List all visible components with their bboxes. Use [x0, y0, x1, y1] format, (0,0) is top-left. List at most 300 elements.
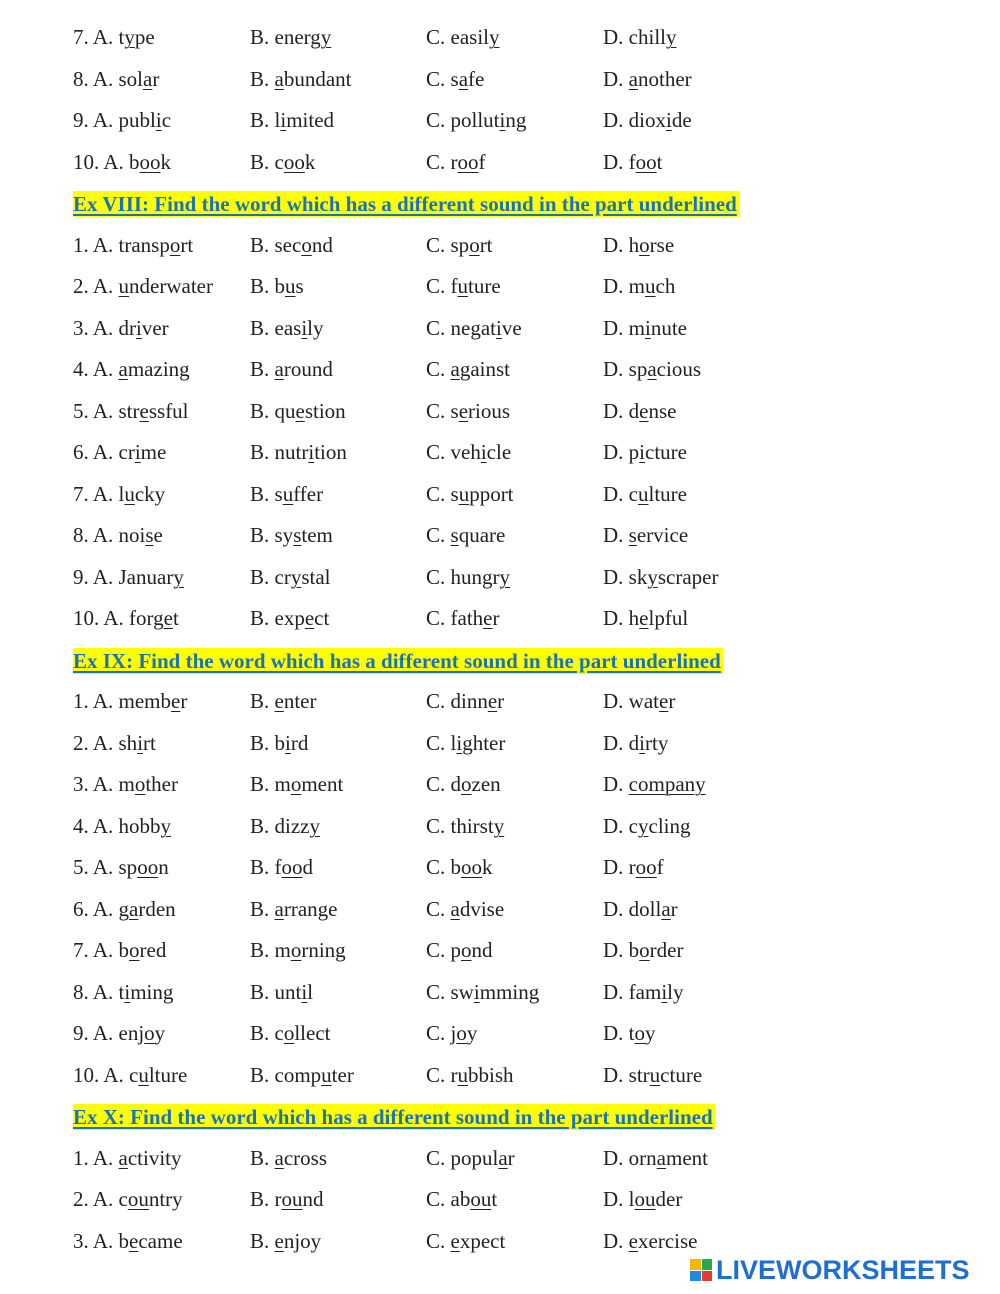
option-text: C. fath — [426, 606, 484, 630]
answer-option-c[interactable] — [426, 1138, 515, 1179]
option-text: 8. A. noi — [73, 523, 146, 547]
answer-option-a[interactable] — [73, 723, 156, 764]
option-text: B. m — [250, 772, 291, 796]
option-text: B. sy — [250, 523, 294, 547]
answer-option-a[interactable] — [73, 889, 176, 930]
option-text: rden — [138, 896, 176, 921]
answer-option-b[interactable] — [250, 681, 317, 722]
underlined-part: o — [283, 1021, 295, 1045]
option-text: mazing — [127, 357, 190, 381]
answer-option-d[interactable] — [603, 1221, 697, 1262]
answer-option-c[interactable] — [426, 1013, 477, 1054]
answer-option-d[interactable] — [603, 806, 691, 847]
underlined-part: y — [124, 25, 135, 49]
option-text: xpect — [459, 1228, 506, 1253]
answer-option-a[interactable] — [73, 1179, 183, 1220]
answer-option-d[interactable] — [603, 142, 663, 183]
underlined-part: o — [639, 232, 650, 257]
question-row — [0, 59, 1000, 100]
answer-option-d[interactable] — [603, 349, 701, 390]
option-text: D. h — [603, 606, 640, 630]
answer-option-b[interactable] — [250, 723, 308, 764]
option-text: 3. A. b — [73, 1228, 130, 1253]
option-text: d — [302, 855, 313, 879]
answer-option-d[interactable] — [603, 474, 687, 515]
option-text: C. — [426, 357, 451, 381]
option-text: D. doll — [603, 896, 662, 921]
answer-option-d[interactable] — [603, 847, 664, 888]
underlined-part: u — [138, 1062, 149, 1087]
answer-option-c[interactable] — [426, 1179, 497, 1220]
answer-option-c[interactable] — [426, 681, 504, 722]
option-text: C. — [426, 523, 451, 547]
option-text: C. r — [426, 149, 458, 174]
underlined-part: e — [659, 689, 669, 713]
option-text: 3. A. dr — [73, 315, 136, 340]
option-text: f — [656, 855, 664, 879]
answer-option-a[interactable] — [73, 806, 171, 847]
question-row — [0, 806, 1000, 847]
answer-option-b[interactable] — [250, 349, 333, 390]
answer-option-c[interactable] — [426, 806, 504, 847]
underlined-part: u — [282, 481, 294, 506]
answer-option-c[interactable] — [426, 349, 510, 390]
answer-option-d[interactable] — [603, 391, 677, 432]
underlined-part: y — [320, 25, 332, 49]
answer-option-d[interactable] — [603, 930, 683, 971]
answer-option-c[interactable] — [426, 17, 500, 58]
answer-option-c[interactable] — [426, 557, 510, 598]
option-text: 7. A. b — [73, 938, 130, 962]
option-text: bundant — [283, 66, 352, 91]
option-text: D. diox — [603, 108, 666, 132]
question-row — [0, 349, 1000, 390]
option-text: 10. A. forg — [73, 606, 164, 630]
answer-option-d[interactable] — [603, 432, 687, 473]
underlined-part: o — [301, 232, 312, 257]
option-text: tem — [301, 523, 333, 547]
underlined-part: y — [290, 564, 302, 589]
underlined-part: e — [483, 606, 493, 630]
answer-option-c[interactable] — [426, 474, 514, 515]
option-text: D. d — [603, 398, 640, 423]
option-text: ervice — [636, 523, 689, 547]
answer-option-d[interactable] — [603, 889, 678, 930]
underlined-part: u — [285, 274, 296, 298]
answer-option-a[interactable] — [73, 432, 166, 473]
answer-option-b[interactable] — [250, 1221, 321, 1262]
answer-option-a[interactable] — [73, 100, 171, 141]
answer-option-a[interactable] — [73, 1013, 165, 1054]
answer-option-c[interactable] — [426, 723, 505, 764]
answer-option-b[interactable] — [250, 1055, 354, 1096]
underlined-part: s — [293, 523, 302, 547]
answer-option-a[interactable] — [73, 972, 173, 1013]
underlined-part: i — [666, 108, 672, 132]
answer-option-b[interactable] — [250, 557, 331, 598]
question-row — [0, 474, 1000, 515]
underlined-part: a — [656, 1145, 666, 1170]
underlined-part: oo — [139, 149, 161, 174]
underlined-part: i — [499, 108, 506, 132]
answer-option-d[interactable] — [603, 308, 687, 349]
option-text: B. sec — [250, 232, 302, 257]
option-text: D. d — [603, 730, 640, 755]
answer-option-b[interactable] — [250, 889, 337, 930]
answer-option-c[interactable] — [426, 100, 526, 141]
option-text: r — [180, 689, 188, 713]
option-text: ng — [505, 108, 527, 132]
option-text: D. sp — [603, 357, 648, 381]
underlined-part: company — [628, 772, 706, 796]
option-text: D. orn — [603, 1145, 657, 1170]
underlined-part: o — [290, 772, 302, 796]
option-text: cky — [134, 481, 166, 506]
option-text: 9. A. enj — [73, 1021, 145, 1045]
question-row — [0, 432, 1000, 473]
option-text: D. — [603, 1228, 629, 1253]
answer-option-c[interactable] — [426, 59, 484, 100]
logo-text: LIVEWORKSHEETS — [716, 1254, 970, 1285]
option-text: B. c — [250, 149, 284, 174]
underlined-part: i — [285, 730, 291, 755]
option-text: 3. A. m — [73, 772, 135, 796]
option-text: D. — [603, 66, 629, 91]
option-text: rt — [180, 232, 194, 257]
answer-option-a[interactable] — [73, 142, 171, 183]
answer-option-a[interactable] — [73, 598, 179, 639]
question-row — [0, 515, 1000, 556]
option-text: k — [160, 149, 172, 174]
underlined-part: a — [628, 66, 638, 91]
option-text: de — [671, 108, 692, 132]
answer-option-b[interactable] — [250, 59, 352, 100]
answer-option-a[interactable] — [73, 266, 213, 307]
underlined-part: u — [124, 481, 135, 506]
underlined-part: s — [628, 523, 637, 547]
answer-option-b[interactable] — [250, 266, 304, 307]
answer-option-d[interactable] — [603, 1013, 656, 1054]
underlined-part: y — [160, 813, 172, 838]
answer-option-c[interactable] — [426, 972, 539, 1013]
option-text: D. m — [603, 315, 645, 340]
option-text: nute — [650, 315, 687, 340]
option-text: C. d — [426, 772, 462, 796]
option-text: C. f — [426, 274, 458, 298]
option-text: der — [655, 1187, 683, 1211]
answer-option-d[interactable] — [603, 723, 668, 764]
answer-option-d[interactable] — [603, 266, 675, 307]
answer-option-d[interactable] — [603, 17, 677, 58]
answer-option-b[interactable] — [250, 806, 320, 847]
option-text: C. negat — [426, 315, 496, 340]
option-text: C. s — [426, 398, 459, 423]
option-text: y — [645, 1021, 656, 1045]
option-text: B. c — [250, 1021, 284, 1045]
option-text: t — [656, 149, 663, 174]
option-text: B. — [250, 896, 275, 921]
answer-option-b[interactable] — [250, 17, 331, 58]
answer-option-c[interactable] — [426, 1221, 505, 1262]
question-row — [0, 17, 1000, 58]
option-text: ming — [130, 979, 174, 1004]
answer-option-c[interactable] — [426, 598, 499, 639]
option-text: D. p — [603, 440, 640, 464]
option-text: ture — [468, 274, 501, 298]
option-text: 5. A. str — [73, 398, 140, 423]
underlined-part: y — [638, 813, 649, 838]
answer-option-b[interactable] — [250, 972, 313, 1013]
answer-option-b[interactable] — [250, 515, 333, 556]
liveworksheets-logo[interactable] — [690, 1254, 990, 1286]
option-text: rse — [649, 232, 675, 257]
option-text: nse — [648, 398, 677, 423]
answer-option-d[interactable] — [603, 1179, 682, 1220]
answer-option-a[interactable] — [73, 681, 187, 722]
underlined-part: e — [450, 1228, 460, 1253]
exercise-heading: Ex VIII: Find the word which has a different sound in the part underlined — [73, 192, 737, 216]
underlined-part: y — [309, 813, 320, 838]
answer-option-a[interactable] — [73, 474, 165, 515]
underlined-part: a — [274, 896, 284, 921]
answer-option-b[interactable] — [250, 847, 313, 888]
answer-option-a[interactable] — [73, 225, 193, 266]
underlined-part: e — [171, 689, 181, 713]
option-text: C. s — [426, 66, 459, 91]
answer-option-c[interactable] — [426, 142, 486, 183]
option-text: C. ab — [426, 1187, 471, 1211]
option-text: D. str — [603, 1062, 650, 1087]
underlined-part: a — [129, 896, 139, 921]
answer-option-c[interactable] — [426, 308, 522, 349]
underlined-part: e — [129, 1228, 139, 1253]
answer-option-a[interactable] — [73, 349, 190, 390]
underlined-part: y — [173, 564, 184, 589]
underlined-part: a — [118, 1145, 128, 1170]
option-text: ve — [501, 315, 522, 340]
answer-option-b[interactable] — [250, 474, 323, 515]
question-row — [0, 557, 1000, 598]
option-text: stion — [304, 398, 346, 423]
answer-option-d[interactable] — [603, 225, 674, 266]
answer-option-d[interactable] — [603, 1138, 708, 1179]
underlined-part: ou — [634, 1187, 656, 1211]
option-text: came — [138, 1228, 183, 1253]
underlined-part: e — [458, 398, 469, 423]
question-row — [0, 100, 1000, 141]
answer-option-b[interactable] — [250, 764, 343, 805]
answer-option-b[interactable] — [250, 598, 329, 639]
answer-option-a[interactable] — [73, 1138, 182, 1179]
option-text: pe — [134, 25, 155, 49]
answer-option-a[interactable] — [73, 1221, 183, 1262]
option-text: 10. A. c — [73, 1062, 139, 1087]
option-text: B. — [250, 1228, 275, 1253]
underlined-part: y — [489, 25, 500, 49]
option-text: dvise — [459, 896, 505, 921]
answer-option-d[interactable] — [603, 557, 718, 598]
underlined-part: i — [639, 440, 646, 464]
answer-option-b[interactable] — [250, 930, 346, 971]
option-text: B. m — [250, 938, 291, 962]
option-text: rd — [290, 730, 309, 755]
underlined-part: o — [134, 772, 146, 796]
underlined-part: a — [450, 357, 460, 381]
underlined-part: o — [129, 938, 140, 962]
option-text: C. dinn — [426, 689, 488, 713]
answer-option-c[interactable] — [426, 764, 501, 805]
option-text: D. m — [603, 274, 645, 298]
answer-option-b[interactable] — [250, 308, 324, 349]
underlined-part: u — [118, 274, 130, 298]
option-text: B. energ — [250, 25, 321, 49]
answer-option-c[interactable] — [426, 432, 511, 473]
option-text: cross — [283, 1145, 328, 1170]
underlined-part: y — [493, 813, 505, 838]
answer-option-c[interactable] — [426, 266, 501, 307]
answer-option-a[interactable] — [73, 308, 169, 349]
answer-option-b[interactable] — [250, 1138, 327, 1179]
option-text: 7. A. l — [73, 481, 125, 506]
option-text: ly — [667, 979, 684, 1004]
answer-option-d[interactable] — [603, 1055, 702, 1096]
answer-option-a[interactable] — [73, 391, 189, 432]
option-text: c — [161, 108, 172, 132]
option-text: fe — [468, 66, 485, 91]
underlined-part: o — [639, 938, 650, 962]
answer-option-d[interactable] — [603, 972, 684, 1013]
answer-option-a[interactable] — [73, 557, 184, 598]
answer-option-a[interactable] — [73, 17, 155, 58]
answer-option-d[interactable] — [603, 764, 706, 805]
option-text: B. r — [250, 1187, 282, 1211]
option-text: r — [492, 606, 500, 630]
underlined-part: u — [321, 1062, 332, 1087]
answer-option-c[interactable] — [426, 889, 504, 930]
underlined-part: ou — [470, 1187, 492, 1211]
answer-option-c[interactable] — [426, 930, 493, 971]
answer-option-d[interactable] — [603, 100, 692, 141]
option-text: C. veh — [426, 440, 481, 464]
option-text: tion — [314, 440, 347, 464]
answer-option-c[interactable] — [426, 1055, 514, 1096]
option-text: cture — [660, 1062, 703, 1087]
option-text: 4. A. hobb — [73, 813, 161, 838]
underlined-part: u — [649, 1062, 661, 1087]
answer-option-c[interactable] — [426, 391, 510, 432]
option-text: C. pollut — [426, 108, 500, 132]
option-text: 10. A. b — [73, 149, 140, 174]
answer-option-a[interactable] — [73, 847, 169, 888]
underlined-part: e — [274, 689, 284, 713]
option-text: C. easil — [426, 25, 489, 49]
option-text: k — [304, 149, 316, 174]
option-text: rious — [468, 398, 511, 423]
answer-option-c[interactable] — [426, 515, 505, 556]
option-text: B. dizz — [250, 813, 310, 838]
option-text: mited — [286, 108, 335, 132]
answer-option-b[interactable] — [250, 1013, 330, 1054]
option-text: 6. A. cr — [73, 440, 135, 464]
option-text: C. — [426, 896, 451, 921]
option-text: rder — [649, 938, 684, 962]
option-text: ver — [141, 315, 169, 340]
underlined-part: o — [461, 938, 472, 962]
option-text: round — [283, 357, 333, 381]
answer-option-a[interactable] — [73, 515, 163, 556]
answer-option-b[interactable] — [250, 225, 333, 266]
answer-option-b[interactable] — [250, 142, 315, 183]
option-text: rning — [301, 938, 346, 962]
question-row — [0, 889, 1000, 930]
option-text: cture — [645, 440, 687, 464]
option-text: ntry — [148, 1187, 183, 1211]
answer-option-d[interactable] — [603, 59, 692, 100]
option-text: C. p — [426, 938, 462, 962]
answer-option-d[interactable] — [603, 681, 675, 722]
answer-option-b[interactable] — [250, 391, 346, 432]
underlined-part: oo — [283, 149, 305, 174]
option-text: D. wat — [603, 689, 659, 713]
answer-option-b[interactable] — [250, 1179, 324, 1220]
option-text: 2. A. sh — [73, 730, 138, 755]
underlined-part: s — [145, 523, 154, 547]
underlined-part: y — [666, 25, 677, 49]
option-text: ffer — [293, 481, 324, 506]
answer-option-a[interactable] — [73, 930, 166, 971]
underlined-part: oo — [635, 149, 657, 174]
answer-option-d[interactable] — [603, 598, 688, 639]
option-text: C. j — [426, 1021, 457, 1045]
answer-option-c[interactable] — [426, 225, 493, 266]
option-text: B. b — [250, 730, 286, 755]
answer-option-a[interactable] — [73, 1055, 187, 1096]
question-row — [0, 142, 1000, 183]
option-text: B. s — [250, 481, 283, 506]
option-text: B. f — [250, 855, 282, 879]
option-text: B. — [250, 66, 275, 91]
question-row — [0, 225, 1000, 266]
option-text: D. c — [603, 481, 638, 506]
underlined-part: a — [450, 896, 460, 921]
option-text: B. — [250, 1145, 275, 1170]
underlined-part: oo — [137, 855, 159, 879]
option-text: B. — [250, 689, 275, 713]
option-text: 6. A. g — [73, 896, 130, 921]
option-text: pport — [469, 481, 514, 506]
answer-option-b[interactable] — [250, 100, 334, 141]
option-text: B. unt — [250, 979, 302, 1004]
answer-option-c[interactable] — [426, 847, 493, 888]
answer-option-b[interactable] — [250, 432, 347, 473]
option-text: C. sp — [426, 232, 470, 257]
underlined-part: e — [163, 606, 173, 630]
option-text: r — [152, 66, 160, 91]
underlined-part: i — [155, 108, 162, 132]
underlined-part: e — [304, 606, 315, 630]
answer-option-d[interactable] — [603, 515, 688, 556]
option-text: ment — [666, 1145, 708, 1170]
option-text: C. thirst — [426, 813, 494, 838]
underlined-part: i — [495, 315, 502, 340]
underlined-part: i — [645, 315, 651, 340]
answer-option-a[interactable] — [73, 59, 159, 100]
answer-option-a[interactable] — [73, 764, 178, 805]
option-text: r — [507, 1145, 515, 1170]
underlined-part: a — [661, 896, 671, 921]
underlined-part: u — [458, 481, 470, 506]
underlined-part: i — [124, 979, 131, 1004]
